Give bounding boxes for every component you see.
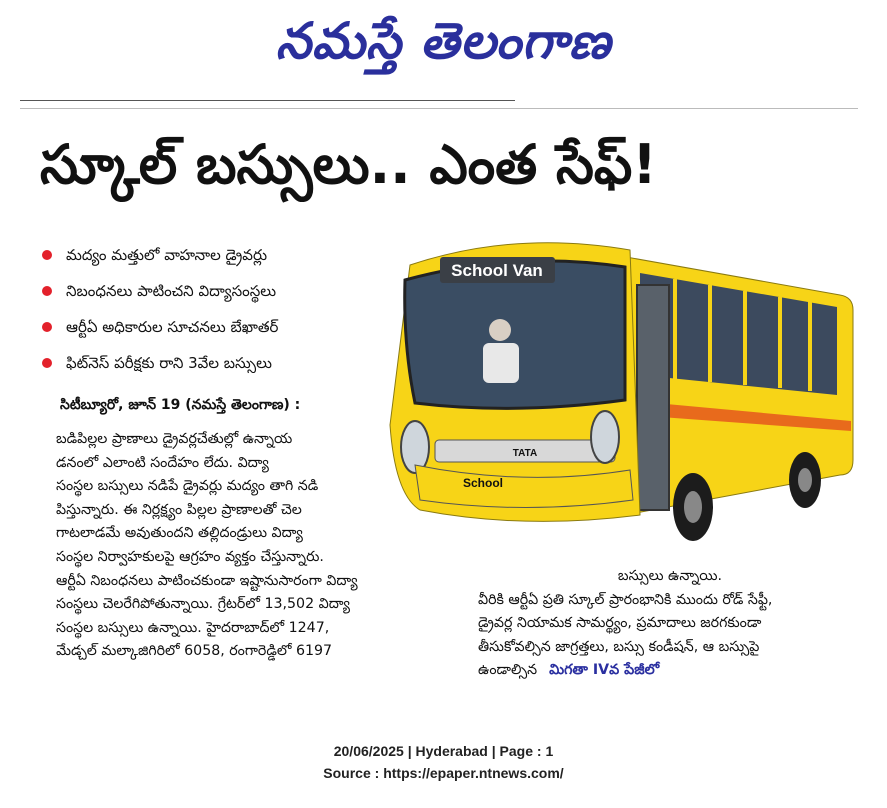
footer-source-line: Source : https://epaper.ntnews.com/ [323, 765, 564, 781]
bus-brand-text: TATA [512, 448, 538, 459]
bus-sign-text: School Van [451, 261, 543, 280]
article-line: పిస్తున్నారు. ఈ నిర్లక్ష్యం పిల్లల ప్రాణాలతో చెల [56, 501, 302, 518]
article-line: తీసుకోవల్సిన జాగ్రత్తలు, బస్సు కండీషన్, ఆ బస్సుపై [478, 638, 760, 655]
bullet-text: ఆర్టీఏ అధికారుల సూచనలు బేఖాతర్ [66, 318, 279, 336]
article-column-1 [56, 428, 440, 664]
continued-on-page-link[interactable]: మిగతా IVవ పేజీలో [549, 662, 660, 679]
article-line: గాటలాడమే అవుతుందని తల్లిదండ్రులు విద్యా [56, 525, 303, 542]
bullet-dot-icon [42, 322, 52, 332]
bullet-dot-icon [42, 358, 52, 368]
article-line: సంస్థలు చెలరేగిపోతున్నాయి. గ్రేటర్‌లో 13,502 విద్యా [56, 596, 350, 613]
article-line: డ్రైవర్ల నియామక సామర్థ్యం, ప్రమాదాలు జరగకుండా [478, 615, 762, 632]
article-line-text: ఉండాల్సిన [478, 662, 538, 679]
bullet-text: నిబంధనలు పాటించని విద్యాసంస్థలు [66, 282, 277, 300]
masthead: నమస్తే తెలంగాణ [275, 11, 612, 70]
footer [0, 740, 887, 784]
bullet-dot-icon [42, 286, 52, 296]
bullet-item [40, 348, 370, 384]
dateline: సిటీబ్యూరో, జూన్ 19 (నమస్తే తెలంగాణ) : [60, 397, 301, 413]
masthead-rule [20, 100, 515, 101]
article-line: బడిపిల్లల ప్రాణాలు డ్రైవర్లచేతుల్లో ఉన్నాయ [56, 431, 293, 447]
article-line: వీరికి ఆర్టీఏ ప్రతి స్కూల్ ప్రారంభానికి ముందు రోడ్ సేఫ్టీ, [478, 591, 773, 608]
article-line: సంస్థల నిర్వాహకులపై ఆగ్రహం వ్యక్తం చేస్తున్నారు. [56, 548, 324, 565]
bullet-item [40, 276, 370, 312]
article-line: సంస్థల బస్సులు నడిపే డ్రైవర్లు మద్యం తాగి నడి [56, 478, 319, 495]
masthead-rule-long [20, 108, 858, 109]
article-line [478, 659, 862, 683]
article-column-2 [478, 565, 862, 683]
bullet-text: మద్యం మత్తులో వాహనాల డ్రైవర్లు [66, 246, 268, 264]
bullet-item [40, 240, 370, 276]
bus-front-label: School [462, 476, 504, 490]
article-line: డనంలో ఎలాంటి సందేహం లేదు. విద్యా [56, 454, 269, 471]
headline: స్కూల్ బస్సులు.. ఎంత సేఫ్! [40, 133, 657, 196]
bullet-item [40, 312, 370, 348]
bullet-text: ఫిట్‌నెస్ పరీక్షకు రాని 3వేల బస్సులు [66, 354, 272, 372]
article-line: సంస్థల బస్సులు ఉన్నాయి. హైదరాబాద్‌లో 1247, [56, 619, 330, 636]
article-line: ఆర్టీఏ నిబంధనలు పాటించకుండా ఇష్టానుసారంగా విద్యా [56, 572, 358, 589]
bullet-list [40, 240, 370, 384]
bullet-dot-icon [42, 250, 52, 260]
school-bus-image [375, 225, 865, 555]
footer-date-line: 20/06/2025 | Hyderabad | Page : 1 [333, 743, 554, 759]
article-line: మేడ్చల్ మల్కాజిగిరిలో 6058, రంగారెడ్డిలో 6197 [56, 643, 333, 660]
article-line: బస్సులు ఉన్నాయి. [617, 568, 723, 584]
